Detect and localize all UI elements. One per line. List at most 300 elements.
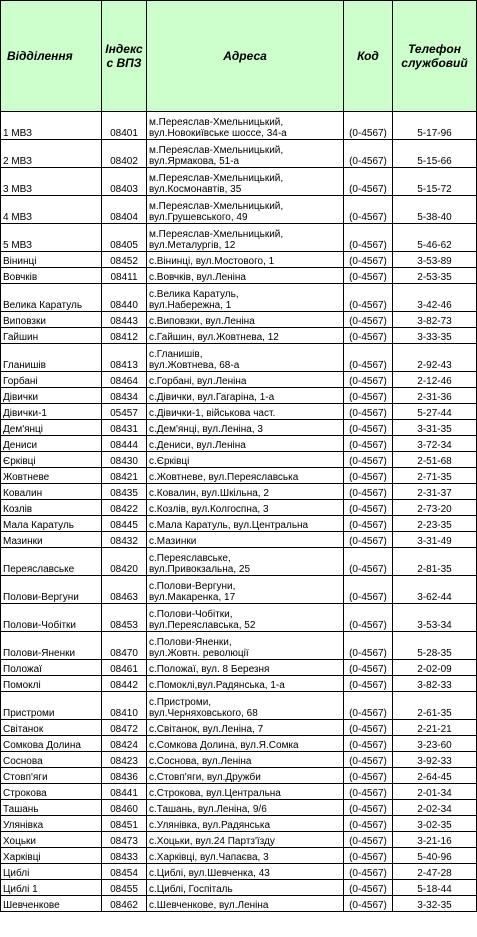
phone-cell: 3-31-49: [393, 532, 477, 548]
code-cell: (0-4567): [344, 604, 393, 632]
code-cell: (0-4567): [344, 880, 393, 896]
index-cell: 08452: [102, 252, 147, 268]
phone-cell: 2-02-09: [393, 660, 477, 676]
phone-cell: 2-71-35: [393, 468, 477, 484]
table-row: [1, 692, 477, 720]
phone-cell: 5-38-40: [393, 196, 477, 224]
code-cell: (0-4567): [344, 484, 393, 500]
header-address: Адреса: [147, 1, 344, 112]
phone-cell: 3-32-35: [393, 896, 477, 912]
table-row: [1, 720, 477, 736]
index-cell: 08403: [102, 168, 147, 196]
department-cell: Дівички: [1, 388, 102, 404]
department-cell: Вінинці: [1, 252, 102, 268]
department-cell: Сомкова Долина: [1, 736, 102, 752]
table-row: [1, 576, 477, 604]
index-cell: 08431: [102, 420, 147, 436]
code-cell: (0-4567): [344, 532, 393, 548]
address-cell: [147, 112, 344, 140]
header-row: [1, 1, 477, 112]
address-cell: [147, 548, 344, 576]
address-line: м.Переяслав-Хмельницький,: [149, 229, 284, 240]
phone-cell: 2-81-35: [393, 548, 477, 576]
address-cell: [147, 604, 344, 632]
index-cell: 08464: [102, 372, 147, 388]
phone-cell: 2-23-35: [393, 516, 477, 532]
address-cell: [147, 196, 344, 224]
address-cell: [147, 720, 344, 736]
table-row: [1, 372, 477, 388]
phone-cell: 2-64-45: [393, 768, 477, 784]
code-cell: (0-4567): [344, 784, 393, 800]
table-row: [1, 604, 477, 632]
department-cell: Полови-Чобітки: [1, 604, 102, 632]
code-cell: (0-4567): [344, 168, 393, 196]
code-cell: (0-4567): [344, 768, 393, 784]
phone-cell: 2-51-68: [393, 452, 477, 468]
address-cell: [147, 252, 344, 268]
department-cell: Положаї: [1, 660, 102, 676]
code-cell: (0-4567): [344, 832, 393, 848]
table-row: [1, 140, 477, 168]
code-cell: (0-4567): [344, 344, 393, 372]
table-row: [1, 268, 477, 284]
index-cell: 08421: [102, 468, 147, 484]
department-cell: Харківці: [1, 848, 102, 864]
phone-cell: 3-72-34: [393, 436, 477, 452]
address-line: вул.Набережна, 1: [149, 300, 232, 311]
department-cell: Шевченкове: [1, 896, 102, 912]
department-cell: Дениси: [1, 436, 102, 452]
department-cell: Мала Каратуль: [1, 516, 102, 532]
phone-cell: 5-18-44: [393, 880, 477, 896]
code-cell: (0-4567): [344, 576, 393, 604]
index-cell: 08433: [102, 848, 147, 864]
table-row: [1, 676, 477, 692]
address-cell: [147, 896, 344, 912]
address-cell: [147, 516, 344, 532]
address-cell: [147, 532, 344, 548]
address-cell: [147, 372, 344, 388]
phone-cell: 5-28-35: [393, 632, 477, 660]
address-line: вул.Ярмакова, 51-а: [149, 156, 240, 167]
index-cell: 08424: [102, 736, 147, 752]
table-row: [1, 312, 477, 328]
index-cell: 05457: [102, 404, 147, 420]
department-cell: Хоцьки: [1, 832, 102, 848]
index-cell: 08404: [102, 196, 147, 224]
address-cell: [147, 800, 344, 816]
index-cell: 08454: [102, 864, 147, 880]
code-cell: (0-4567): [344, 372, 393, 388]
department-cell: Циблі 1: [1, 880, 102, 896]
code-cell: (0-4567): [344, 848, 393, 864]
phone-cell: 2-31-37: [393, 484, 477, 500]
table-row: [1, 388, 477, 404]
code-cell: (0-4567): [344, 660, 393, 676]
table-row: [1, 484, 477, 500]
department-cell: Велика Каратуль: [1, 284, 102, 312]
address-line: с.Циблі, вул.Шевченка, 43: [149, 868, 270, 879]
address-cell: [147, 344, 344, 372]
table-row: [1, 420, 477, 436]
address-line: с.Дівички, вул.Гагаріна, 1-а: [149, 392, 275, 403]
address-line: с.Хоцьки, вул.24 Партз'їзду: [149, 836, 275, 847]
address-cell: [147, 864, 344, 880]
address-cell: [147, 660, 344, 676]
address-cell: [147, 692, 344, 720]
address-line: с.Ташань, вул.Леніна, 9/6: [149, 804, 267, 815]
address-cell: [147, 880, 344, 896]
index-cell: 08453: [102, 604, 147, 632]
address-line: с.Дем'янці, вул.Леніна, 3: [149, 424, 263, 435]
table-row: [1, 832, 477, 848]
phone-cell: 3-23-60: [393, 736, 477, 752]
address-line: вул.Жовтн. революції: [149, 648, 249, 659]
department-cell: Мазинки: [1, 532, 102, 548]
table-row: [1, 660, 477, 676]
address-line: с.Гайшин, вул.Жовтнева, 12: [149, 332, 279, 343]
code-cell: (0-4567): [344, 452, 393, 468]
phone-cell: 2-61-35: [393, 692, 477, 720]
code-cell: (0-4567): [344, 752, 393, 768]
code-cell: (0-4567): [344, 548, 393, 576]
code-cell: (0-4567): [344, 284, 393, 312]
table-row: [1, 252, 477, 268]
address-line: с.Стовп'яги, вул.Дружби: [149, 772, 261, 783]
address-line: с.Світанок, вул.Леніна, 7: [149, 724, 264, 735]
department-cell: 5 МВЗ: [1, 224, 102, 252]
address-line: с.Полови-Чобітки,: [149, 609, 233, 620]
phone-cell: 2-73-20: [393, 500, 477, 516]
phone-cell: 2-01-34: [393, 784, 477, 800]
department-cell: Єрківці: [1, 452, 102, 468]
address-line: вул.Черняховського, 68: [149, 708, 258, 719]
department-cell: Ташань: [1, 800, 102, 816]
index-cell: 08411: [102, 268, 147, 284]
address-cell: [147, 404, 344, 420]
code-cell: (0-4567): [344, 676, 393, 692]
table-row: [1, 328, 477, 344]
index-cell: 08444: [102, 436, 147, 452]
index-cell: 08441: [102, 784, 147, 800]
department-cell: Вовчків: [1, 268, 102, 284]
code-cell: (0-4567): [344, 224, 393, 252]
index-cell: 08436: [102, 768, 147, 784]
phone-cell: 5-27-44: [393, 404, 477, 420]
address-line: с.Соснова, вул.Леніна: [149, 756, 252, 767]
address-line: м.Переяслав-Хмельницький,: [149, 145, 284, 156]
address-line: с.Жовтневе, вул.Переяславська: [149, 472, 299, 483]
address-cell: [147, 632, 344, 660]
table-row: [1, 404, 477, 420]
index-cell: 08442: [102, 676, 147, 692]
table-row: [1, 880, 477, 896]
address-cell: [147, 500, 344, 516]
index-cell: 08420: [102, 548, 147, 576]
code-cell: (0-4567): [344, 896, 393, 912]
address-cell: [147, 420, 344, 436]
address-line: с.Циблі, Госпіталь: [149, 884, 233, 895]
address-line: с.Харківці, вул.Чапаєва, 3: [149, 852, 269, 863]
address-line: с.Шевченкове, вул.Леніна: [149, 900, 269, 911]
index-cell: 08423: [102, 752, 147, 768]
address-cell: [147, 484, 344, 500]
phone-cell: 3-02-35: [393, 816, 477, 832]
department-cell: Козлів: [1, 500, 102, 516]
department-cell: 3 МВЗ: [1, 168, 102, 196]
table-row: [1, 784, 477, 800]
department-cell: Дівички-1: [1, 404, 102, 420]
address-cell: [147, 768, 344, 784]
address-line: м.Переяслав-Хмельницький,: [149, 201, 284, 212]
phone-cell: 5-15-72: [393, 168, 477, 196]
index-cell: 08430: [102, 452, 147, 468]
phone-cell: 2-92-43: [393, 344, 477, 372]
department-cell: 1 МВЗ: [1, 112, 102, 140]
address-cell: [147, 436, 344, 452]
table-row: [1, 516, 477, 532]
department-cell: Жовтневе: [1, 468, 102, 484]
address-line: вул.Макаренка, 17: [149, 592, 236, 603]
department-cell: Стовп'яги: [1, 768, 102, 784]
address-line: с.Полови-Яненки,: [149, 637, 232, 648]
address-line: с.Улянівка, вул.Радянська: [149, 820, 271, 831]
address-line: с.Велика Каратуль,: [149, 289, 239, 300]
phone-cell: 3-53-89: [393, 252, 477, 268]
code-cell: (0-4567): [344, 328, 393, 344]
phone-cell: 3-31-35: [393, 420, 477, 436]
phone-cell: 2-47-28: [393, 864, 477, 880]
address-line: с.Вовчків, вул.Леніна: [149, 272, 246, 283]
code-cell: (0-4567): [344, 720, 393, 736]
index-cell: 08461: [102, 660, 147, 676]
header-index: Індекс с ВПЗ: [102, 1, 147, 112]
address-cell: [147, 848, 344, 864]
code-cell: (0-4567): [344, 112, 393, 140]
address-cell: [147, 676, 344, 692]
index-cell: 08413: [102, 344, 147, 372]
code-cell: (0-4567): [344, 468, 393, 484]
phone-cell: 5-40-96: [393, 848, 477, 864]
address-line: вул.Космонавтів, 35: [149, 184, 242, 195]
index-cell: 08445: [102, 516, 147, 532]
phone-cell: 3-33-35: [393, 328, 477, 344]
phone-cell: 3-82-73: [393, 312, 477, 328]
index-cell: 08443: [102, 312, 147, 328]
index-cell: 08432: [102, 532, 147, 548]
address-line: с.Положаї, вул. 8 Березня: [149, 664, 270, 675]
department-cell: Полови-Яненки: [1, 632, 102, 660]
department-cell: 4 МВЗ: [1, 196, 102, 224]
address-cell: [147, 388, 344, 404]
code-cell: (0-4567): [344, 312, 393, 328]
phone-cell: 2-02-34: [393, 800, 477, 816]
phone-cell: 3-21-16: [393, 832, 477, 848]
table-row: [1, 168, 477, 196]
code-cell: (0-4567): [344, 736, 393, 752]
index-cell: 08435: [102, 484, 147, 500]
department-cell: Соснова: [1, 752, 102, 768]
department-cell: 2 МВЗ: [1, 140, 102, 168]
header-department: Відділення: [1, 1, 102, 112]
department-cell: Дем'янці: [1, 420, 102, 436]
table-row: [1, 224, 477, 252]
phone-cell: 5-17-96: [393, 112, 477, 140]
address-line: с.Переяславське,: [149, 553, 231, 564]
index-cell: 08470: [102, 632, 147, 660]
table-row: [1, 848, 477, 864]
table-row: [1, 436, 477, 452]
index-cell: 08434: [102, 388, 147, 404]
table-row: [1, 112, 477, 140]
code-cell: (0-4567): [344, 404, 393, 420]
index-cell: 08402: [102, 140, 147, 168]
phone-cell: 2-21-21: [393, 720, 477, 736]
address-cell: [147, 224, 344, 252]
department-cell: Виповзки: [1, 312, 102, 328]
code-cell: (0-4567): [344, 516, 393, 532]
address-line: с.Дівички-1, військова част.: [149, 408, 276, 419]
index-cell: 08460: [102, 800, 147, 816]
address-cell: [147, 268, 344, 284]
address-cell: [147, 140, 344, 168]
code-cell: (0-4567): [344, 268, 393, 284]
code-cell: (0-4567): [344, 632, 393, 660]
index-cell: 08462: [102, 896, 147, 912]
index-cell: 08410: [102, 692, 147, 720]
phone-cell: 2-12-46: [393, 372, 477, 388]
address-cell: [147, 576, 344, 604]
address-cell: [147, 816, 344, 832]
header-code: Код: [344, 1, 393, 112]
address-cell: [147, 284, 344, 312]
phone-cell: 2-31-36: [393, 388, 477, 404]
code-cell: (0-4567): [344, 388, 393, 404]
table-row: [1, 500, 477, 516]
address-line: с.Козлів, вул.Колгоспна, 3: [149, 504, 269, 515]
department-cell: Циблі: [1, 864, 102, 880]
table-row: [1, 632, 477, 660]
code-cell: (0-4567): [344, 252, 393, 268]
address-line: с.Гланишів,: [149, 349, 203, 360]
address-line: вул.Привокзальна, 25: [149, 564, 251, 575]
code-cell: (0-4567): [344, 140, 393, 168]
phone-cell: 2-53-35: [393, 268, 477, 284]
phone-cell: 3-53-34: [393, 604, 477, 632]
department-cell: Горбані: [1, 372, 102, 388]
address-line: вул.Металургів, 12: [149, 240, 236, 251]
department-cell: Пристроми: [1, 692, 102, 720]
department-cell: Гланишів: [1, 344, 102, 372]
table-row: [1, 752, 477, 768]
address-cell: [147, 736, 344, 752]
address-cell: [147, 468, 344, 484]
table-row: [1, 896, 477, 912]
table-row: [1, 800, 477, 816]
table-row: [1, 468, 477, 484]
phone-cell: 3-92-33: [393, 752, 477, 768]
index-cell: 08401: [102, 112, 147, 140]
table-row: [1, 196, 477, 224]
address-line: с.Мазинки: [149, 536, 197, 547]
table-row: [1, 864, 477, 880]
code-cell: (0-4567): [344, 436, 393, 452]
department-cell: Гайшин: [1, 328, 102, 344]
phone-cell: 5-15-66: [393, 140, 477, 168]
index-cell: 08472: [102, 720, 147, 736]
code-cell: (0-4567): [344, 692, 393, 720]
phone-cell: 3-62-44: [393, 576, 477, 604]
department-cell: Полови-Вергуни: [1, 576, 102, 604]
table-row: [1, 344, 477, 372]
address-cell: [147, 784, 344, 800]
address-line: с.Полови-Вергуни,: [149, 581, 236, 592]
address-line: с.Єрківці: [149, 456, 190, 467]
address-cell: [147, 328, 344, 344]
department-cell: Ковалин: [1, 484, 102, 500]
address-line: вул.Новокиївське шоссе, 34-а: [149, 128, 287, 139]
address-line: с.Строкова, вул.Центральна: [149, 788, 281, 799]
department-cell: Світанок: [1, 720, 102, 736]
address-line: вул.Переяславська, 52: [149, 620, 256, 631]
code-cell: (0-4567): [344, 816, 393, 832]
address-line: вул.Жовтнева, 68-а: [149, 360, 240, 371]
address-cell: [147, 452, 344, 468]
address-line: с.Пристроми,: [149, 697, 212, 708]
code-cell: (0-4567): [344, 196, 393, 224]
table-row: [1, 532, 477, 548]
code-cell: (0-4567): [344, 500, 393, 516]
code-cell: (0-4567): [344, 800, 393, 816]
address-line: с.Виповзки, вул.Леніна: [149, 316, 255, 327]
address-line: с.Дениси, вул.Леніна: [149, 440, 246, 451]
index-cell: 08405: [102, 224, 147, 252]
table-row: [1, 768, 477, 784]
address-line: с.Горбані, вул.Леніна: [149, 376, 247, 387]
table-row: [1, 548, 477, 576]
address-cell: [147, 832, 344, 848]
address-cell: [147, 752, 344, 768]
code-cell: (0-4567): [344, 864, 393, 880]
address-cell: [147, 312, 344, 328]
index-cell: 08422: [102, 500, 147, 516]
code-cell: (0-4567): [344, 420, 393, 436]
address-line: с.Сомкова Долина, вул.Я.Сомка: [149, 740, 299, 751]
address-line: м.Переяслав-Хмельницький,: [149, 117, 284, 128]
table-row: [1, 816, 477, 832]
table-row: [1, 736, 477, 752]
address-line: м.Переяслав-Хмельницький,: [149, 173, 284, 184]
index-cell: 08412: [102, 328, 147, 344]
index-cell: 08440: [102, 284, 147, 312]
table-row: [1, 452, 477, 468]
phone-cell: 5-46-62: [393, 224, 477, 252]
table-body: [1, 112, 477, 912]
header-phone: Телефон службовий: [393, 1, 477, 112]
address-cell: [147, 168, 344, 196]
table-row: [1, 284, 477, 312]
index-cell: 08451: [102, 816, 147, 832]
address-line: с.Помоклі,вул.Радянська, 1-а: [149, 680, 285, 691]
department-cell: Строкова: [1, 784, 102, 800]
index-cell: 08473: [102, 832, 147, 848]
address-line: с.Вінинці, вул.Мостового, 1: [149, 256, 275, 267]
phone-cell: 3-42-46: [393, 284, 477, 312]
address-line: с.Мала Каратуль, вул.Центральна: [149, 520, 309, 531]
phone-cell: 3-82-33: [393, 676, 477, 692]
address-line: с.Ковалин, вул.Шкільна, 2: [149, 488, 269, 499]
